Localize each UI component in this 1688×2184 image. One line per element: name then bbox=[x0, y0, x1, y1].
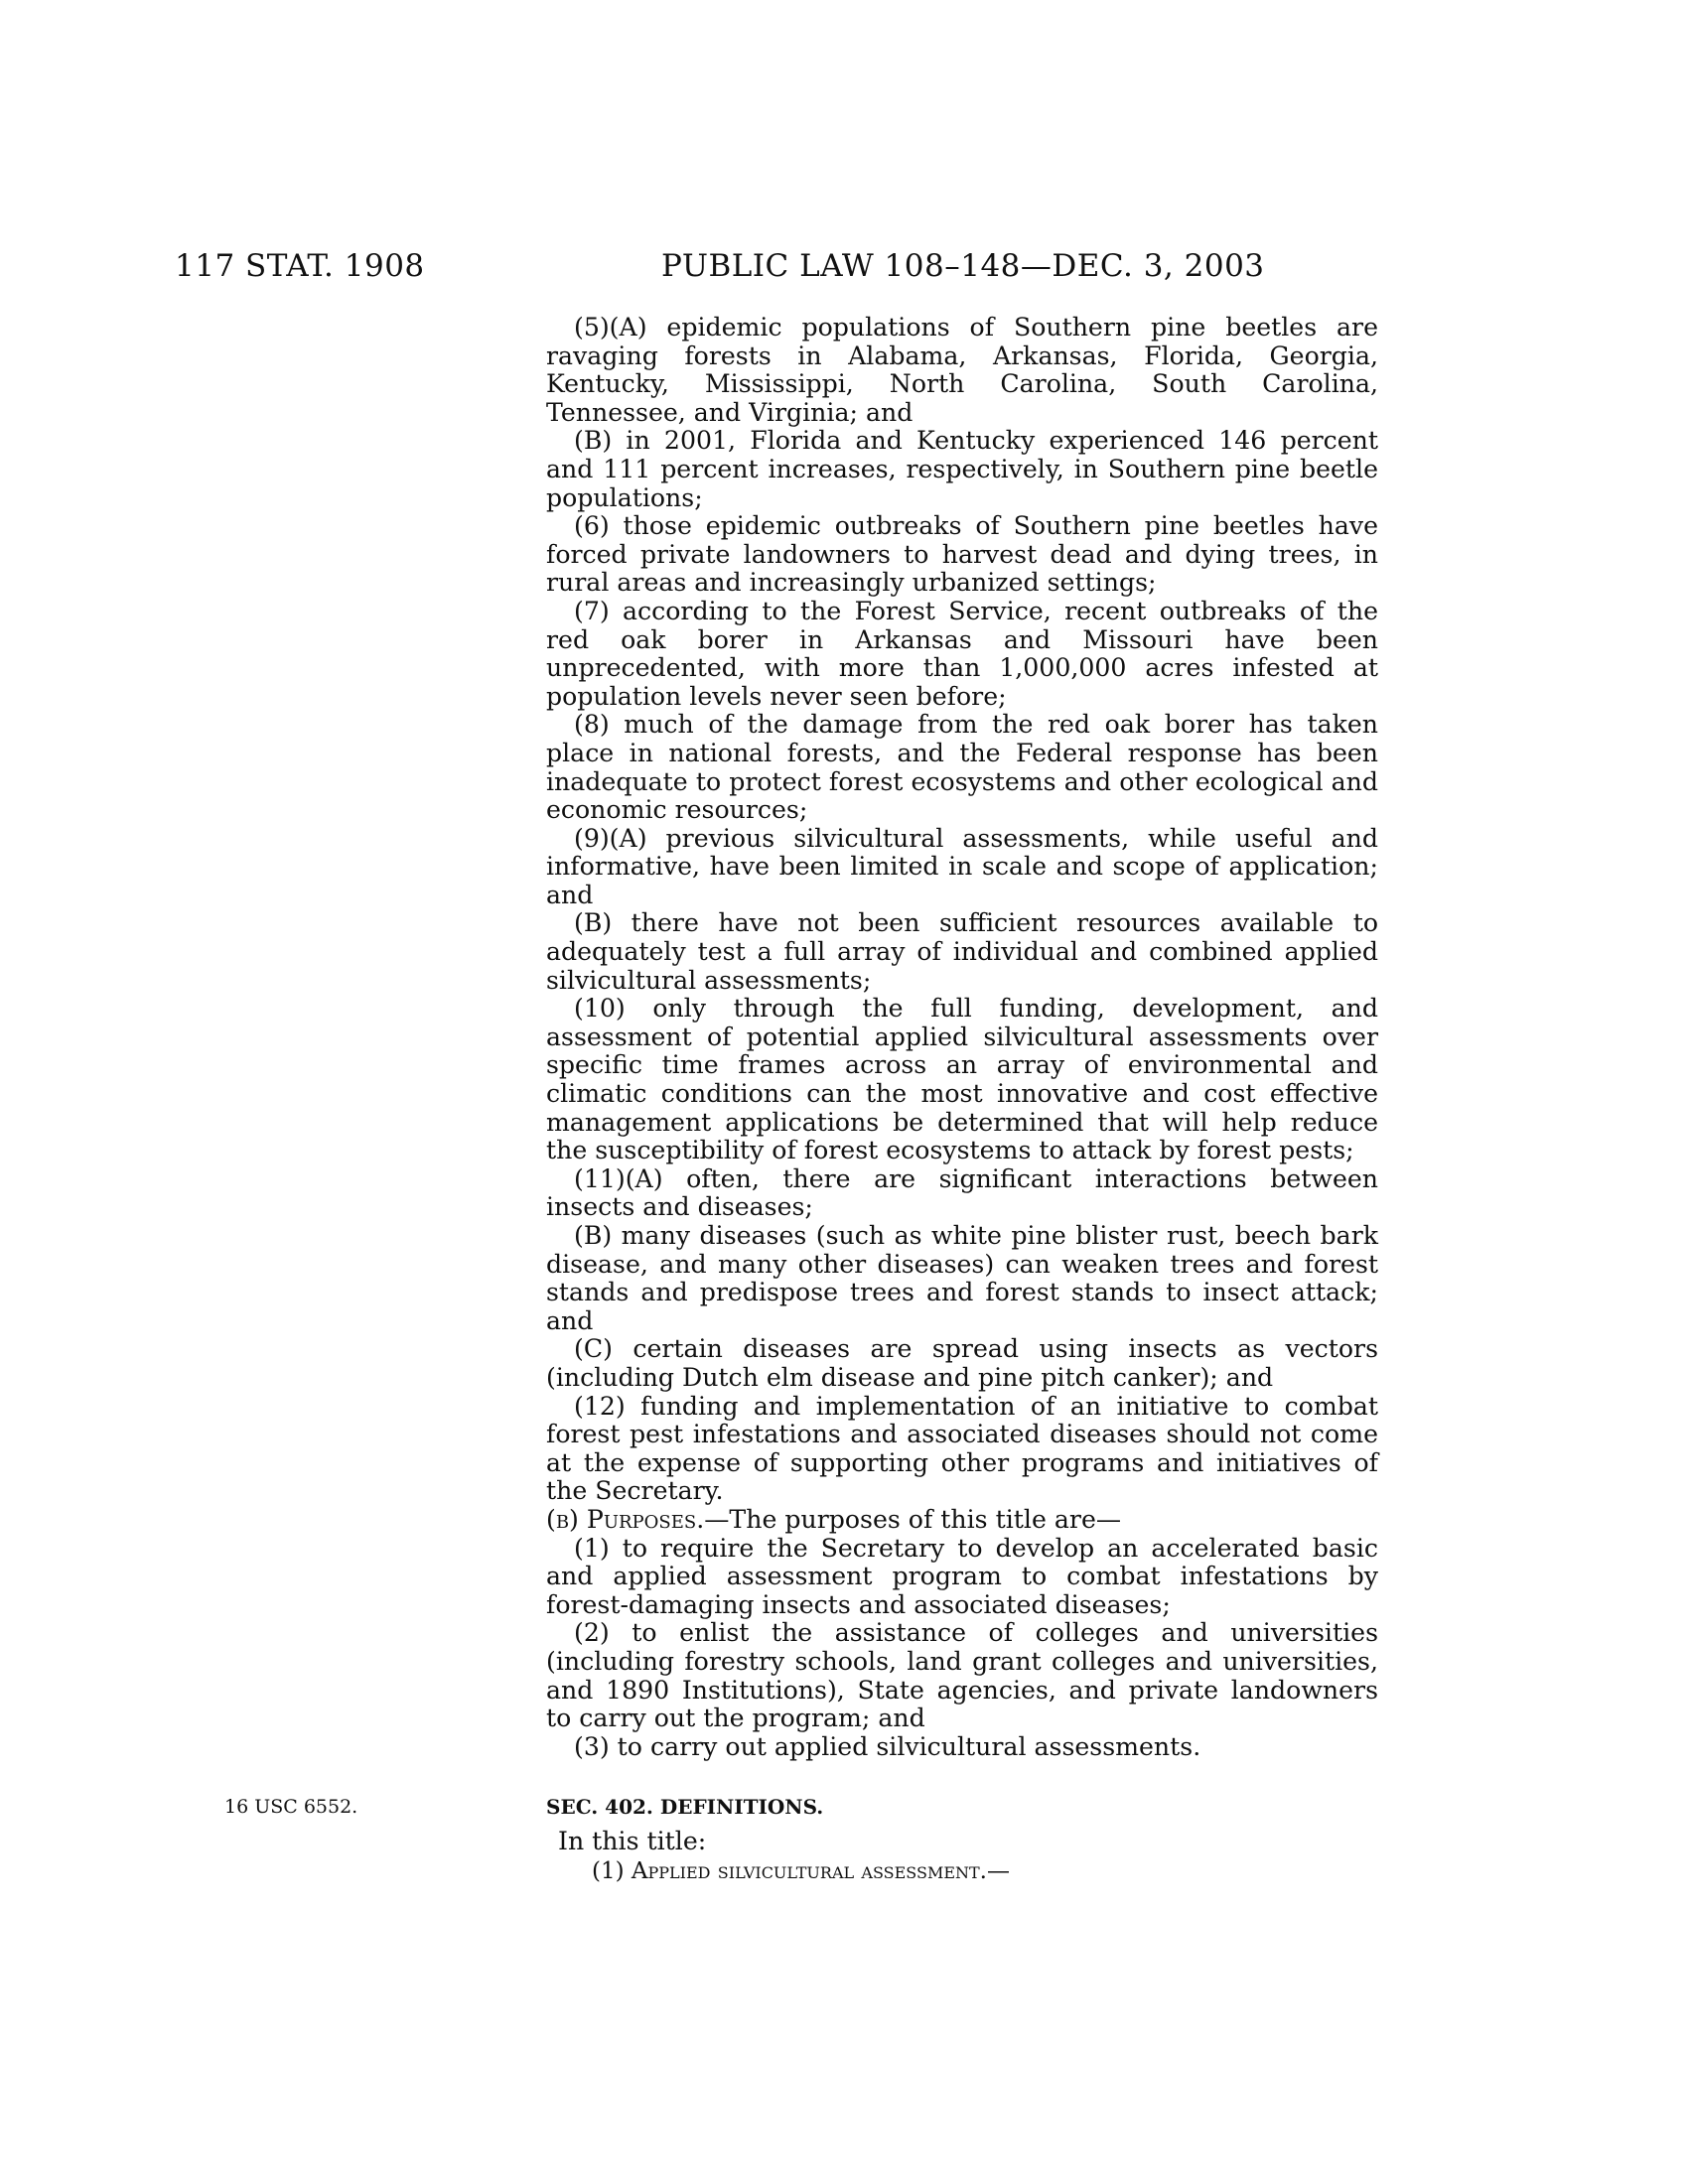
definition-number: (1) bbox=[592, 1858, 625, 1884]
public-law-header: PUBLIC LAW 108–148—DEC. 3, 2003 bbox=[661, 248, 1265, 284]
finding-10: (10) only through the full funding, development, and assessment of potential applied silvicultural assessments over specific time frames across an array of environmental and climatic conditions can the most innovative and cost effective management applications be determined that will help reduce the susceptibility of forest ecosystems to attack by forest pests; bbox=[546, 994, 1378, 1165]
finding-9a: (9)(A) previous silvicultural assessments, while useful and informative, have been limited in scale and scope of application; and bbox=[546, 823, 1378, 909]
finding-7: (7) according to the Forest Service, recent outbreaks of the red oak borer in Arkansas and Missouri have been unprecedented, with more than 1,000,000 acres infested at population levels never seen before; bbox=[546, 596, 1378, 711]
statute-page-number: 117 STAT. 1908 bbox=[175, 248, 425, 284]
section-intro: In this title: bbox=[558, 1827, 707, 1855]
purpose-1: (1) to require the Secretary to develop an accelerated basic and applied assessment program to combat infestations by forest-damaging insects and associated diseases; bbox=[546, 1533, 1378, 1619]
definition-dash: — bbox=[987, 1858, 1010, 1884]
definition-item-1 bbox=[592, 1856, 1010, 1886]
finding-6: (6) those epidemic outbreaks of Southern pine beetles have forced private landowners to harvest dead and dying trees, in rural areas and increasingly urbanized settings; bbox=[546, 511, 1378, 598]
purposes-text: —The purposes of this title are— bbox=[704, 1504, 1122, 1534]
section-heading: SEC. 402. DEFINITIONS. bbox=[546, 1795, 824, 1819]
definition-term: Applied silvicultural assessment. bbox=[631, 1858, 987, 1884]
purpose-2: (2) to enlist the assistance of colleges and universities (including forestry schools, land grant colleges and universities, and 1890 Institutions), State agencies, and private landowners to carry out the program; and bbox=[546, 1618, 1378, 1733]
document-body bbox=[546, 314, 1378, 1761]
finding-11a: (11)(A) often, there are significant interactions between insects and diseases; bbox=[546, 1163, 1378, 1222]
finding-8: (8) much of the damage from the red oak borer has taken place in national forests, and the Federal response has been inadequate to protect forest ecosystems and other ecological and economic resources; bbox=[546, 710, 1378, 825]
finding-5a: (5)(A) epidemic populations of Southern pine beetles are ravaging forests in Alabama, Arkansas, Florida, Georgia, Kentucky, Mississippi, North Carolina, South Carolina, Tennessee, and Virginia; and bbox=[546, 313, 1378, 427]
usc-margin-note: 16 USC 6552. bbox=[224, 1796, 358, 1818]
finding-11b: (B) many diseases (such as white pine blister rust, beech bark disease, and many other diseases) can weaken trees and forest stands and predispose trees and forest stands to insect attack; and bbox=[546, 1221, 1378, 1335]
purpose-3: (3) to carry out applied silvicultural assessments. bbox=[574, 1731, 1201, 1761]
finding-9b: (B) there have not been sufficient resources available to adequately test a full array of individual and combined applied silvicultural assessments; bbox=[546, 908, 1378, 995]
finding-11c: (C) certain diseases are spread using insects as vectors (including Dutch elm disease and pine pitch canker); and bbox=[546, 1334, 1378, 1392]
finding-12: (12) funding and implementation of an initiative to combat forest pest infestations and associated diseases should not come at the expense of supporting other programs and initiatives of the Secretary. bbox=[546, 1391, 1378, 1506]
finding-5b: (B) in 2001, Florida and Kentucky experienced 146 percent and 111 percent increases, respectively, in Southern pine beetle populations; bbox=[546, 426, 1378, 512]
purposes-heading bbox=[546, 1506, 1378, 1535]
purposes-label: (b) Purposes. bbox=[546, 1504, 705, 1534]
